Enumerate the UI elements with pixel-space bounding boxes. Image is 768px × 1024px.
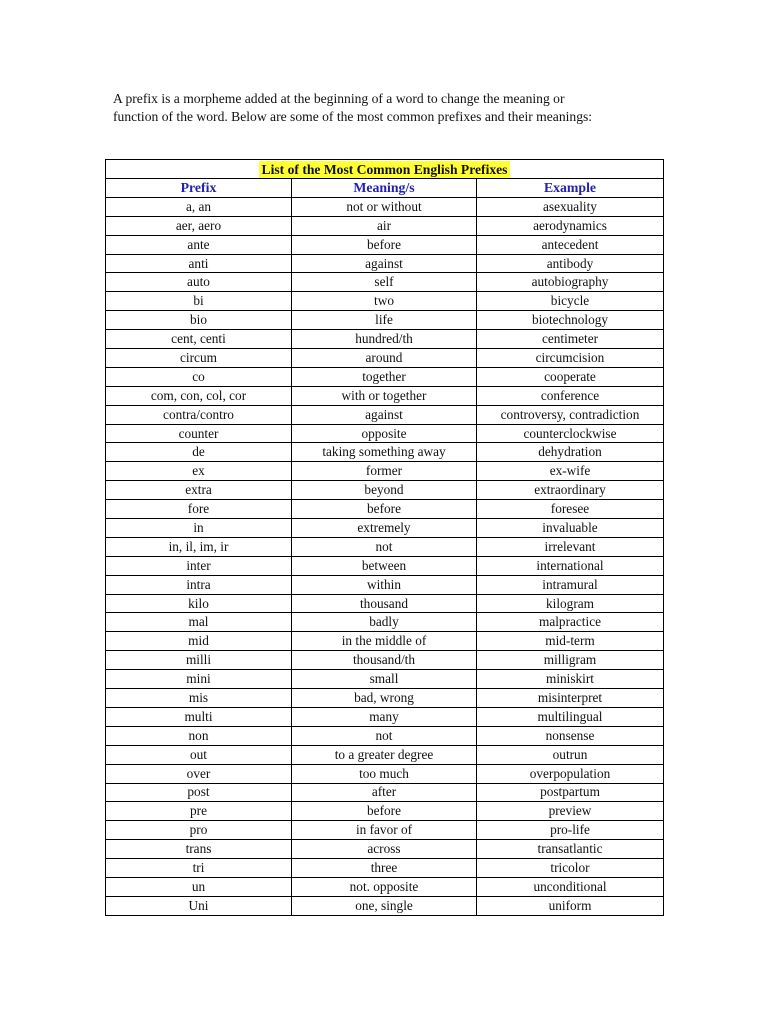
example-cell: kilogram: [477, 594, 664, 613]
prefix-cell: post: [106, 783, 292, 802]
example-cell: transatlantic: [477, 840, 664, 859]
prefix-table: [105, 159, 664, 916]
example-cell: uniform: [477, 896, 664, 915]
prefix-cell: co: [106, 367, 292, 386]
meaning-cell: thousand/th: [292, 651, 477, 670]
example-cell: pro-life: [477, 821, 664, 840]
table-row: [106, 726, 664, 745]
meaning-cell: badly: [292, 613, 477, 632]
table-row: [106, 745, 664, 764]
example-cell: antibody: [477, 254, 664, 273]
table-row: [106, 651, 664, 670]
meaning-cell: between: [292, 556, 477, 575]
table-row: [106, 840, 664, 859]
prefix-cell: over: [106, 764, 292, 783]
prefix-cell: bio: [106, 311, 292, 330]
table-row: [106, 197, 664, 216]
meaning-cell: against: [292, 405, 477, 424]
meaning-cell: life: [292, 311, 477, 330]
table-row: [106, 783, 664, 802]
column-header-meaning: Meaning/s: [292, 179, 477, 198]
prefix-cell: extra: [106, 481, 292, 500]
table-row: [106, 670, 664, 689]
prefix-cell: de: [106, 443, 292, 462]
table-row: [106, 349, 664, 368]
intro-line-1: A prefix is a morpheme added at the beginning of a word to change the meaning or: [113, 91, 565, 106]
prefix-cell: mid: [106, 632, 292, 651]
column-header-example: Example: [477, 179, 664, 198]
table-row: [106, 764, 664, 783]
prefix-cell: a, an: [106, 197, 292, 216]
prefix-cell: inter: [106, 556, 292, 575]
meaning-cell: hundred/th: [292, 330, 477, 349]
prefix-cell: counter: [106, 424, 292, 443]
meaning-cell: many: [292, 707, 477, 726]
prefix-cell: circum: [106, 349, 292, 368]
meaning-cell: before: [292, 802, 477, 821]
meaning-cell: too much: [292, 764, 477, 783]
meaning-cell: in the middle of: [292, 632, 477, 651]
prefix-cell: in, il, im, ir: [106, 537, 292, 556]
prefix-cell: cent, centi: [106, 330, 292, 349]
table-header-row: [106, 179, 664, 198]
table-row: [106, 500, 664, 519]
table-row: [106, 462, 664, 481]
table-row: [106, 613, 664, 632]
prefix-cell: mal: [106, 613, 292, 632]
example-cell: foresee: [477, 500, 664, 519]
meaning-cell: not. opposite: [292, 877, 477, 896]
table-row: [106, 311, 664, 330]
example-cell: tricolor: [477, 859, 664, 878]
example-cell: miniskirt: [477, 670, 664, 689]
meaning-cell: small: [292, 670, 477, 689]
prefix-cell: kilo: [106, 594, 292, 613]
table-body: [106, 197, 664, 915]
table-row: [106, 707, 664, 726]
table-row: [106, 235, 664, 254]
meaning-cell: not: [292, 726, 477, 745]
meaning-cell: beyond: [292, 481, 477, 500]
table-row: [106, 537, 664, 556]
prefix-cell: non: [106, 726, 292, 745]
prefix-cell: out: [106, 745, 292, 764]
example-cell: overpopulation: [477, 764, 664, 783]
table-row: [106, 386, 664, 405]
example-cell: postpartum: [477, 783, 664, 802]
intro-line-2: function of the word. Below are some of the most common prefixes and their meanings:: [113, 109, 593, 124]
prefix-cell: fore: [106, 500, 292, 519]
prefix-cell: multi: [106, 707, 292, 726]
meaning-cell: across: [292, 840, 477, 859]
example-cell: bicycle: [477, 292, 664, 311]
meaning-cell: former: [292, 462, 477, 481]
meaning-cell: one, single: [292, 896, 477, 915]
meaning-cell: to a greater degree: [292, 745, 477, 764]
example-cell: invaluable: [477, 519, 664, 538]
example-cell: dehydration: [477, 443, 664, 462]
meaning-cell: two: [292, 292, 477, 311]
meaning-cell: within: [292, 575, 477, 594]
table-row: [106, 556, 664, 575]
example-cell: international: [477, 556, 664, 575]
meaning-cell: before: [292, 235, 477, 254]
table-row: [106, 405, 664, 424]
example-cell: autobiography: [477, 273, 664, 292]
meaning-cell: bad, wrong: [292, 689, 477, 708]
prefix-cell: pro: [106, 821, 292, 840]
table-row: [106, 330, 664, 349]
table-row: [106, 802, 664, 821]
example-cell: milligram: [477, 651, 664, 670]
table-row: [106, 254, 664, 273]
prefix-cell: Uni: [106, 896, 292, 915]
prefix-cell: milli: [106, 651, 292, 670]
table-row: [106, 594, 664, 613]
meaning-cell: three: [292, 859, 477, 878]
prefix-cell: contra/contro: [106, 405, 292, 424]
table-row: [106, 859, 664, 878]
example-cell: malpractice: [477, 613, 664, 632]
meaning-cell: air: [292, 216, 477, 235]
example-cell: controversy, contradiction: [477, 405, 664, 424]
prefix-cell: mini: [106, 670, 292, 689]
example-cell: irrelevant: [477, 537, 664, 556]
meaning-cell: against: [292, 254, 477, 273]
example-cell: multilingual: [477, 707, 664, 726]
table-row: [106, 877, 664, 896]
prefix-cell: in: [106, 519, 292, 538]
meaning-cell: taking something away: [292, 443, 477, 462]
column-header-prefix: Prefix: [106, 179, 292, 198]
prefix-cell: un: [106, 877, 292, 896]
meaning-cell: after: [292, 783, 477, 802]
example-cell: extraordinary: [477, 481, 664, 500]
table-row: [106, 424, 664, 443]
table-row: [106, 575, 664, 594]
table-title-row: [106, 160, 664, 179]
table-row: [106, 896, 664, 915]
meaning-cell: opposite: [292, 424, 477, 443]
meaning-cell: before: [292, 500, 477, 519]
prefix-cell: ex: [106, 462, 292, 481]
prefix-cell: tri: [106, 859, 292, 878]
prefix-cell: pre: [106, 802, 292, 821]
prefix-cell: intra: [106, 575, 292, 594]
meaning-cell: in favor of: [292, 821, 477, 840]
example-cell: centimeter: [477, 330, 664, 349]
example-cell: counterclockwise: [477, 424, 664, 443]
example-cell: circumcision: [477, 349, 664, 368]
example-cell: outrun: [477, 745, 664, 764]
meaning-cell: with or together: [292, 386, 477, 405]
meaning-cell: together: [292, 367, 477, 386]
table-row: [106, 443, 664, 462]
table-row: [106, 216, 664, 235]
meaning-cell: not: [292, 537, 477, 556]
example-cell: mid-term: [477, 632, 664, 651]
example-cell: nonsense: [477, 726, 664, 745]
example-cell: asexuality: [477, 197, 664, 216]
example-cell: conference: [477, 386, 664, 405]
table-row: [106, 292, 664, 311]
prefix-cell: bi: [106, 292, 292, 311]
example-cell: antecedent: [477, 235, 664, 254]
example-cell: unconditional: [477, 877, 664, 896]
table-row: [106, 689, 664, 708]
meaning-cell: thousand: [292, 594, 477, 613]
example-cell: aerodynamics: [477, 216, 664, 235]
table-row: [106, 481, 664, 500]
prefix-cell: anti: [106, 254, 292, 273]
meaning-cell: self: [292, 273, 477, 292]
example-cell: misinterpret: [477, 689, 664, 708]
table-row: [106, 367, 664, 386]
prefix-cell: ante: [106, 235, 292, 254]
prefix-cell: com, con, col, cor: [106, 386, 292, 405]
table-row: [106, 632, 664, 651]
example-cell: cooperate: [477, 367, 664, 386]
example-cell: preview: [477, 802, 664, 821]
prefix-cell: trans: [106, 840, 292, 859]
example-cell: biotechnology: [477, 311, 664, 330]
table-row: [106, 273, 664, 292]
table-row: [106, 821, 664, 840]
table-title: List of the Most Common English Prefixes: [259, 161, 511, 178]
prefix-cell: auto: [106, 273, 292, 292]
prefix-cell: mis: [106, 689, 292, 708]
meaning-cell: not or without: [292, 197, 477, 216]
prefix-cell: aer, aero: [106, 216, 292, 235]
intro-paragraph: [113, 90, 673, 126]
meaning-cell: around: [292, 349, 477, 368]
meaning-cell: extremely: [292, 519, 477, 538]
table-title-cell: [106, 160, 664, 179]
example-cell: ex-wife: [477, 462, 664, 481]
example-cell: intramural: [477, 575, 664, 594]
table-row: [106, 519, 664, 538]
